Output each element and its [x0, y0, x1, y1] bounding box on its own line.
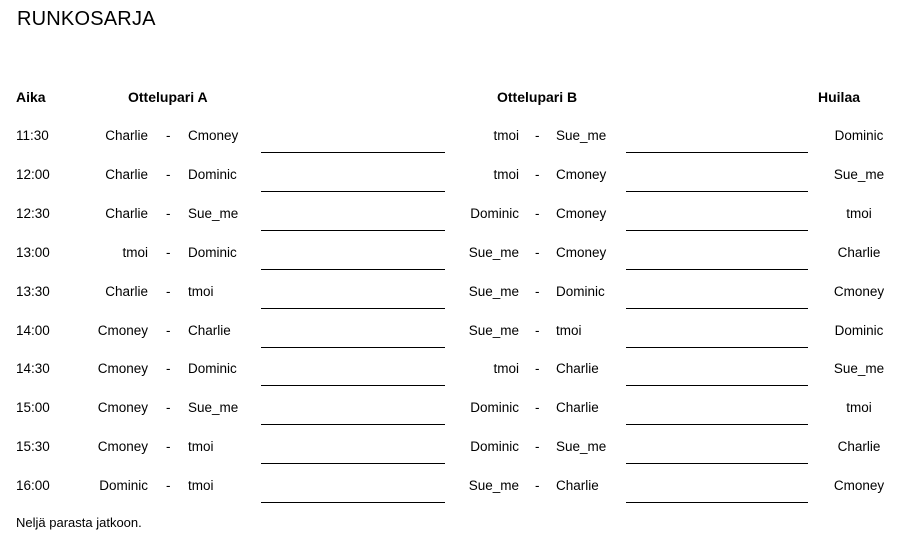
result-line-a	[261, 269, 445, 270]
pair-a-player-1: Cmoney	[97, 439, 148, 454]
pair-a-dash: -	[166, 478, 171, 493]
header-time: Aika	[16, 89, 46, 105]
result-line-a	[261, 424, 445, 425]
result-line-a	[261, 502, 445, 503]
result-line-b	[626, 308, 808, 309]
pair-a-player-2: tmoi	[188, 478, 214, 493]
match-time: 14:30	[16, 361, 50, 376]
resting-player: Dominic	[834, 128, 884, 143]
pair-b-player-1: tmoi	[493, 167, 519, 182]
schedule-row	[0, 245, 905, 265]
match-time: 11:30	[16, 128, 49, 143]
pair-b-player-1: tmoi	[493, 361, 519, 376]
resting-player: Cmoney	[833, 478, 885, 493]
pair-b-player-2: Cmoney	[556, 206, 607, 221]
pair-b-player-2: Charlie	[556, 361, 599, 376]
footnote: Neljä parasta jatkoon.	[16, 515, 142, 530]
resting-player: Sue_me	[833, 361, 885, 376]
schedule-row	[0, 128, 905, 148]
pair-a-player-2: Sue_me	[188, 400, 239, 415]
header-rest: Huilaa	[818, 89, 861, 105]
pair-a-player-2: Dominic	[188, 245, 237, 260]
match-time: 12:00	[16, 167, 50, 182]
result-line-b	[626, 152, 808, 153]
header-pair-b: Ottelupari B	[497, 89, 578, 105]
schedule-row	[0, 323, 905, 343]
pair-a-player-1: Cmoney	[97, 400, 148, 415]
pair-b-player-1: Dominic	[470, 206, 519, 221]
pair-b-dash: -	[535, 206, 540, 221]
page-title: RUNKOSARJA	[17, 8, 156, 30]
result-line-b	[626, 502, 808, 503]
resting-player: Charlie	[837, 245, 881, 260]
result-line-b	[626, 424, 808, 425]
pair-a-player-2: tmoi	[188, 439, 214, 454]
pair-a-dash: -	[166, 206, 171, 221]
pair-b-player-2: Cmoney	[556, 245, 607, 260]
schedule-row	[0, 400, 905, 420]
match-time: 13:00	[16, 245, 50, 260]
result-line-a	[261, 385, 445, 386]
header-pair-a: Ottelupari A	[128, 89, 208, 105]
pair-b-player-1: tmoi	[493, 128, 519, 143]
schedule-row	[0, 361, 905, 381]
pair-a-player-2: Sue_me	[188, 206, 239, 221]
pair-a-dash: -	[166, 323, 171, 338]
schedule-row	[0, 167, 905, 187]
schedule-row	[0, 439, 905, 459]
pair-a-dash: -	[166, 167, 171, 182]
pair-b-player-1: Dominic	[470, 439, 519, 454]
pair-a-player-1: Charlie	[105, 167, 148, 182]
pair-b-player-1: Sue_me	[468, 245, 519, 260]
pair-b-dash: -	[535, 439, 540, 454]
pair-a-player-1: Dominic	[99, 478, 148, 493]
pair-a-player-1: Charlie	[105, 128, 148, 143]
pair-b-player-2: Sue_me	[556, 128, 607, 143]
pair-a-dash: -	[166, 439, 171, 454]
resting-player: Cmoney	[833, 284, 885, 299]
pair-b-dash: -	[535, 167, 540, 182]
pair-b-player-2: Sue_me	[556, 439, 607, 454]
pair-b-player-1: Sue_me	[468, 323, 519, 338]
resting-player: Dominic	[834, 323, 884, 338]
pair-a-dash: -	[166, 245, 171, 260]
result-line-a	[261, 347, 445, 348]
pair-b-dash: -	[535, 400, 540, 415]
match-time: 14:00	[16, 323, 50, 338]
pair-b-player-2: tmoi	[556, 323, 582, 338]
match-time: 15:30	[16, 439, 50, 454]
schedule-row	[0, 206, 905, 226]
match-time: 15:00	[16, 400, 50, 415]
pair-b-dash: -	[535, 323, 540, 338]
match-time: 12:30	[16, 206, 50, 221]
pair-a-player-2: Charlie	[188, 323, 231, 338]
resting-player: tmoi	[846, 206, 872, 221]
pair-a-player-2: Dominic	[188, 361, 237, 376]
pair-a-player-2: Cmoney	[188, 128, 239, 143]
resting-player: tmoi	[846, 400, 872, 415]
pair-b-dash: -	[535, 478, 540, 493]
pair-a-dash: -	[166, 284, 171, 299]
pair-b-dash: -	[535, 245, 540, 260]
result-line-a	[261, 191, 445, 192]
pair-b-player-2: Dominic	[556, 284, 605, 299]
pair-b-player-1: Dominic	[470, 400, 519, 415]
pair-a-dash: -	[166, 361, 171, 376]
match-time: 16:00	[16, 478, 50, 493]
pair-a-player-1: tmoi	[122, 245, 148, 260]
result-line-b	[626, 347, 808, 348]
result-line-a	[261, 230, 445, 231]
schedule-row	[0, 284, 905, 304]
pair-a-player-2: tmoi	[188, 284, 214, 299]
pair-a-player-1: Charlie	[105, 284, 148, 299]
result-line-b	[626, 463, 808, 464]
pair-a-player-1: Cmoney	[97, 323, 148, 338]
pair-a-player-1: Charlie	[105, 206, 148, 221]
pair-b-dash: -	[535, 284, 540, 299]
pair-a-player-1: Cmoney	[97, 361, 148, 376]
result-line-a	[261, 308, 445, 309]
result-line-b	[626, 230, 808, 231]
pair-a-dash: -	[166, 128, 171, 143]
result-line-b	[626, 191, 808, 192]
result-line-b	[626, 385, 808, 386]
match-time: 13:30	[16, 284, 50, 299]
pair-b-player-1: Sue_me	[468, 478, 519, 493]
pair-b-dash: -	[535, 361, 540, 376]
result-line-a	[261, 152, 445, 153]
schedule-row	[0, 478, 905, 498]
resting-player: Charlie	[837, 439, 881, 454]
pair-b-player-1: Sue_me	[468, 284, 519, 299]
pair-b-dash: -	[535, 128, 540, 143]
pair-b-player-2: Charlie	[556, 478, 599, 493]
pair-b-player-2: Cmoney	[556, 167, 607, 182]
result-line-b	[626, 269, 808, 270]
result-line-a	[261, 463, 445, 464]
pair-a-dash: -	[166, 400, 171, 415]
resting-player: Sue_me	[833, 167, 885, 182]
pair-a-player-2: Dominic	[188, 167, 237, 182]
pair-b-player-2: Charlie	[556, 400, 599, 415]
